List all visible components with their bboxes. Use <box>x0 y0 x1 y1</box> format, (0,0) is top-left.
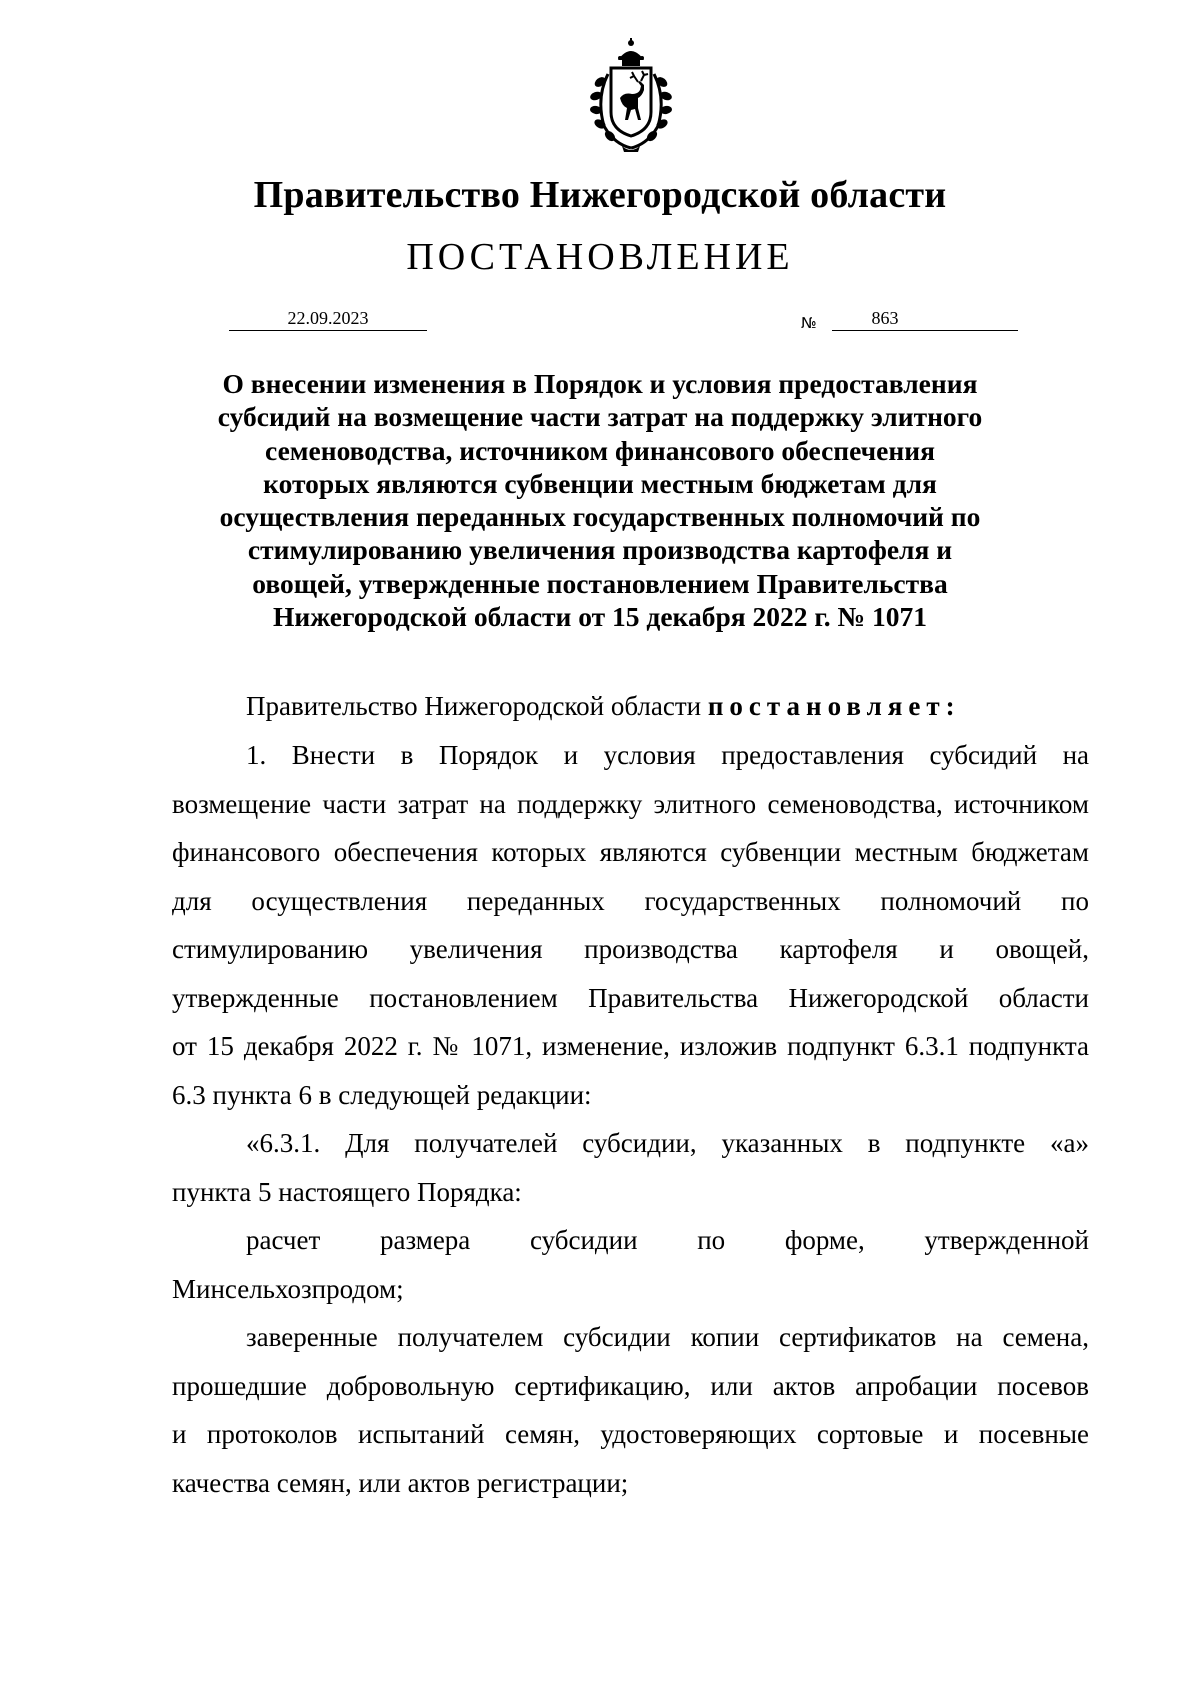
paragraph-line: финансового обеспечения которых являются субвенции местным бюджетам <box>172 837 1089 867</box>
subject-line: стимулированию увеличения производства картофеля и <box>247 534 953 566</box>
coat-of-arms-icon <box>578 38 684 156</box>
paragraph-line: расчет размера субсидии по форме, утвержденной <box>246 1225 1089 1255</box>
paragraph-line: стимулированию увеличения производства картофеля и овощей, <box>172 934 1089 964</box>
document-number: 863 <box>871 308 899 328</box>
paragraph-line: утвержденные постановлением Правительства Нижегородской области <box>172 982 1089 1013</box>
document-subject <box>200 367 1000 633</box>
paragraph-line: для осуществления переданных государственных полномочий по <box>172 885 1089 916</box>
paragraph-6-3-1 <box>172 1127 1089 1224</box>
subject-line: осуществления переданных государственных полномочий по <box>219 501 981 533</box>
paragraph-line: прошедшие добровольную сертификацию, или актов апробации посевов <box>172 1370 1089 1401</box>
paragraph-line: возмещение части затрат на поддержку элитного семеноводства, источником <box>172 788 1089 819</box>
paragraph-1 <box>172 739 1089 1127</box>
subject-line: овощей, утвержденные постановлением Правительства <box>252 567 948 599</box>
government-title: Правительство Нижегородской области <box>253 174 947 216</box>
date-underline <box>229 330 427 331</box>
paragraph-line: от 15 декабря 2022 г. № 1071, изменение, изложив подпункт 6.3.1 подпункта <box>172 1031 1089 1061</box>
paragraph-line: «6.3.1. Для получателей субсидии, указанных в подпункте «а» <box>246 1128 1089 1158</box>
paragraph-line: и протоколов испытаний семян, удостоверяющих сортовые и посевные <box>172 1419 1089 1449</box>
subject-line: семеноводства, источником финансового обеспечения <box>265 434 935 466</box>
subject-line: О внесении изменения в Порядок и условия предоставления <box>222 368 978 399</box>
paragraph-line: пункта 5 настоящего Порядка: <box>172 1176 522 1207</box>
paragraph-line: заверенные получателем субсидии копии сертификатов на семена, <box>246 1322 1089 1352</box>
paragraph-calculation <box>172 1224 1089 1321</box>
subject-line: Нижегородской области от 15 декабря 2022 г. № 1071 <box>272 601 928 633</box>
number-sign: № <box>801 314 817 332</box>
preamble-verb: постановляет: <box>707 691 961 721</box>
paragraph-certificates <box>172 1321 1089 1515</box>
paragraph-line: 6.3 пункта 6 в следующей редакции: <box>172 1079 592 1110</box>
subject-line: субсидий на возмещение части затрат на поддержку элитного <box>217 401 983 433</box>
document-date: 22.09.2023 <box>287 308 369 328</box>
preamble-text: Правительство Нижегородской области <box>246 691 702 721</box>
paragraph-line: качества семян, или актов регистрации; <box>172 1467 629 1498</box>
paragraph-line: 1. Внести в Порядок и условия предоставления субсидий на <box>246 740 1089 770</box>
subject-line: которых являются субвенции местным бюджетам для <box>263 467 937 499</box>
preamble <box>246 690 1006 723</box>
number-underline <box>832 330 1018 331</box>
paragraph-line: Минсельхозпродом; <box>172 1273 404 1304</box>
document-type: ПОСТАНОВЛЕНИЕ <box>406 236 794 278</box>
